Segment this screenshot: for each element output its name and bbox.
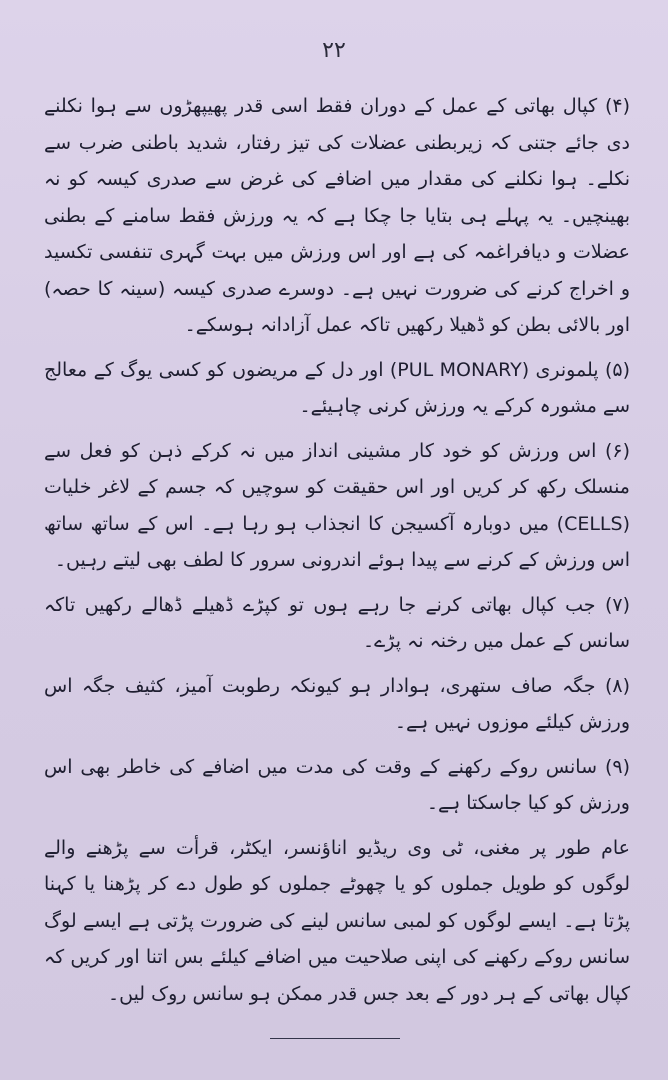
paragraph-7: (۷) جب کپال بھاتی کرنے جا رہے ہوں تو کپڑے ڈھیلے ڈھالے رکھیں تاکہ سانس کے عمل میں رخنہ نہ پڑے۔ <box>44 593 630 652</box>
page-number: ۲۲ <box>322 38 346 63</box>
paragraph-8: (۸) جگہ صاف ستھری، ہوادار ہو کیونکہ رطوبت آمیز، کثیف جگہ اس ورزش کیلئے موزوں نہیں ہے۔ <box>44 674 630 733</box>
paragraph-closing: عام طور پر مغنی، ٹی وی ریڈیو اناؤنسر، ایکٹر، قرأت سے پڑھنے والے لوگوں کو طویل جملوں کو یا چھوٹے جملوں کو طول دے کر پڑھنا یا کہنا پڑتا ہے۔ ایسے لوگوں کو لمبی سانس لینے کی ضرورت پڑتی ہے ایسے لوگ سانس روکے رکھنے کی اپنی صلاحیت میں اضافے کیلئے بس اتنا اور کریں کہ کپال بھاتی کے ہر دور کے بعد جس قدر ممکن ہو سانس روک لیں۔ <box>44 836 630 1005</box>
paragraph-6: (۶) اس ورزش کو خود کار مشینی انداز میں نہ کرکے ذہن کو فعل سے منسلک رکھ کر کریں اور اس حقیقت کو سوچیں کہ جسم کے لاغر خلیات (CELLS) میں دوبارہ آکسیجن کا انجذاب ہو رہا ہے۔ اس کے ساتھ ساتھ اس ورزش کے کرنے سے پیدا ہوئے اندرونی سرور کا لطف بھی لیتے رہیں۔ <box>44 439 630 571</box>
page-body-text <box>44 88 630 1012</box>
paragraph-4: (۴) کپال بھاتی کے عمل کے دوران فقط اسی قدر پھیپھڑوں سے ہوا نکلنے دی جائے جتنی کہ زیربطنی عضلات کی تیز رفتار، شدید باطنی ضرب سے نکلے۔ ہوا نکلنے کی مقدار میں اضافے کی غرض سے صدری کیسہ کو نہ بھینچیں۔ یہ پہلے ہی بتایا جا چکا ہے کہ یہ ورزش فقط سامنے کے بطنی عضلات و دیافراغمہ کی ہے اور اس ورزش میں بہت گہری تنفسی تکسید و اخراج کرنے کی ضرورت نہیں ہے۔ دوسرے صدری کیسہ (سینہ کا حصہ) اور بالائی بطن کو ڈھیلا رکھیں تاکہ عمل آزادانہ ہوسکے۔ <box>44 95 630 336</box>
paragraph-9: (۹) سانس روکے رکھنے کے وقت کی مدت میں اضافے کی خاطر بھی اس ورزش کو کیا جاسکتا ہے۔ <box>44 755 630 814</box>
paragraph-5: (۵) پلمونری (PUL MONARY) اور دل کے مریضوں کو کسی یوگ کے معالج سے مشورہ کرکے یہ ورزش کرنی چاہیئے۔ <box>44 358 630 417</box>
end-divider-line <box>270 1038 400 1039</box>
